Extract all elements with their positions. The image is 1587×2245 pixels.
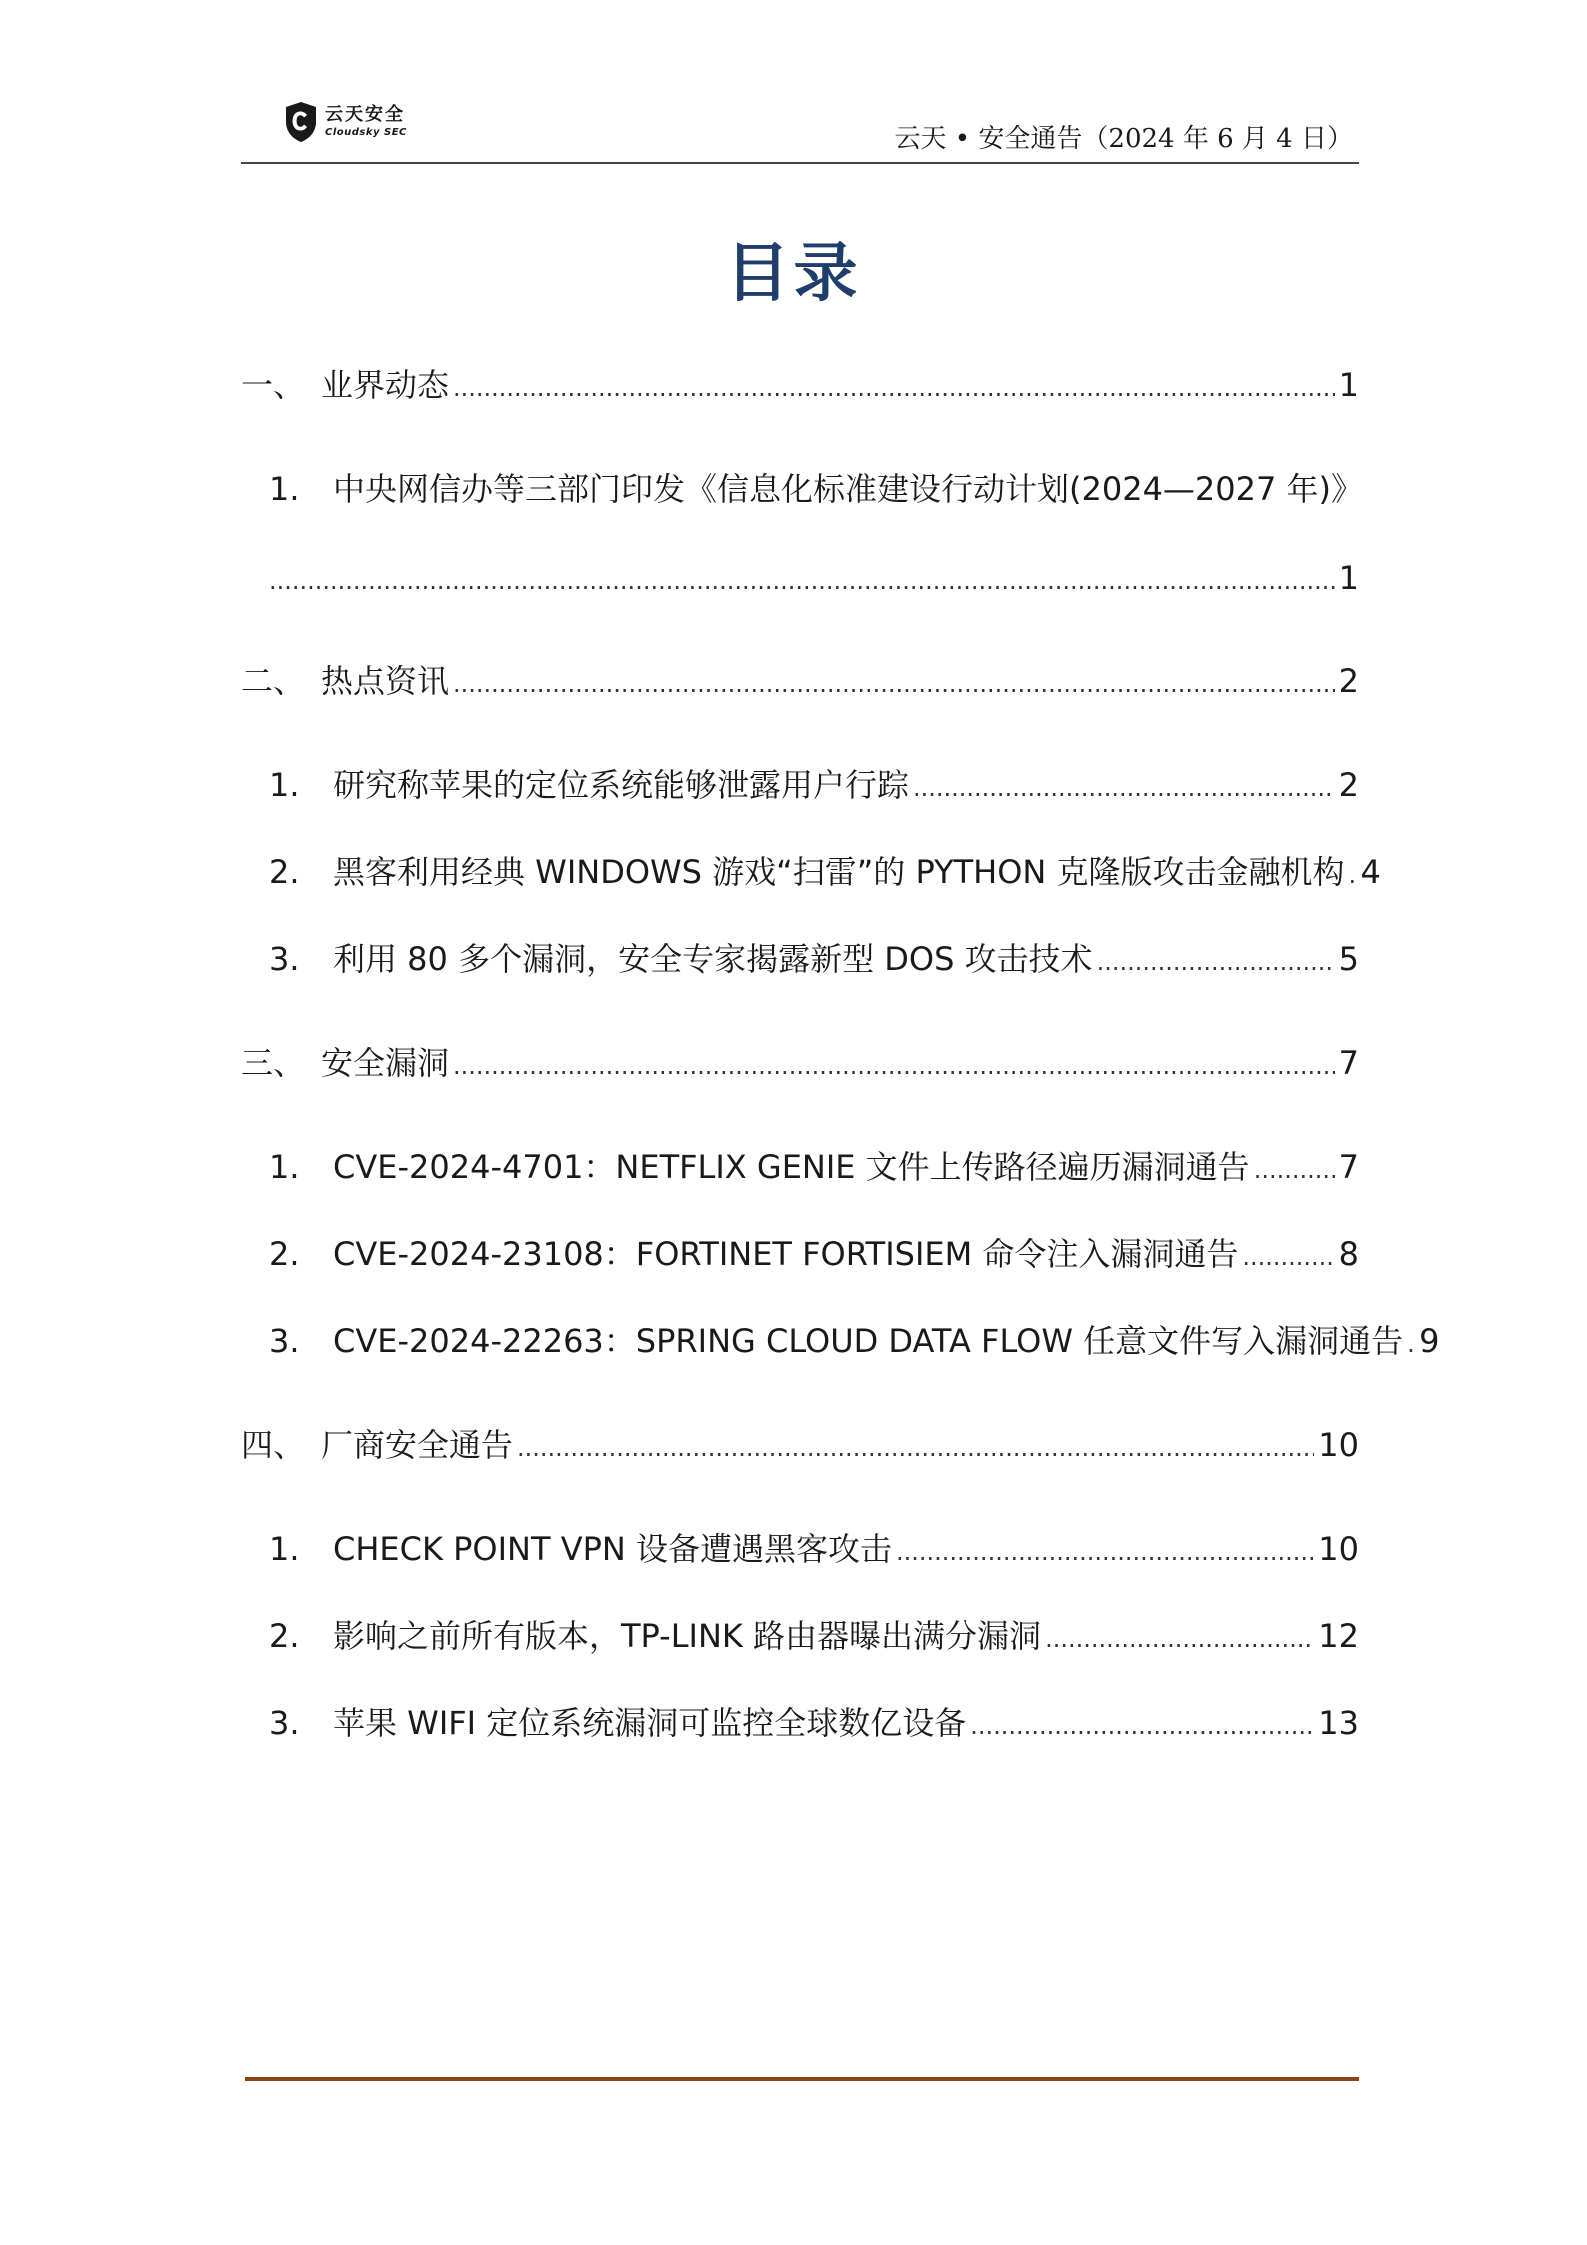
toc-entry-title: 黑客利用经典 WINDOWS 游戏“扫雷”的 PYTHON 克隆版攻击金融机构 [333, 853, 1345, 891]
toc-entry-title: CVE-2024-22263：SPRING CLOUD DATA FLOW 任意文件写入漏洞通告 [333, 1322, 1404, 1360]
toc-entry-number: 二、 [241, 662, 306, 700]
toc-entry-2-2[interactable] [241, 852, 1381, 895]
toc-entry-number: 3. [269, 940, 300, 978]
toc-entry-number: 2. [269, 853, 300, 891]
toc-entry-number: 3. [269, 1322, 300, 1360]
toc-entry-title: 中央网信办等三部门印发《信息化标准建设行动计划(2024—2027 年)》 [333, 470, 1364, 508]
toc-entry-number: 1. [269, 470, 300, 508]
toc-entry-page: 1 [1338, 559, 1359, 597]
toc-dot-leader [970, 1706, 1314, 1746]
company-logo [283, 98, 407, 146]
toc-entry-page: 7 [1338, 1148, 1359, 1186]
toc-entry-2-1[interactable] [241, 765, 1359, 808]
toc-entry-title: CHECK POINT VPN 设备遭遇黑客攻击 [333, 1530, 893, 1568]
toc-dot-leader [1097, 942, 1335, 982]
toc-entry-number: 1. [269, 1148, 300, 1186]
toc-entry-section-4[interactable] [241, 1425, 1359, 1468]
header-divider [241, 162, 1359, 164]
toc-entry-page: 12 [1318, 1617, 1359, 1655]
toc-entry-title: 热点资讯 [321, 662, 450, 700]
toc-entry-title: 影响之前所有版本，TP-LINK 路由器曝出满分漏洞 [333, 1617, 1042, 1655]
footer-divider [245, 2077, 1359, 2081]
toc-dot-leader [896, 1532, 1314, 1572]
toc-dot-leader [1242, 1237, 1334, 1277]
toc-dot-leader [453, 664, 1335, 704]
toc-entry-title: CVE-2024-23108：FORTINET FORTISIEM 命令注入漏洞通告 [333, 1235, 1239, 1273]
toc-title: 目录 [725, 237, 862, 311]
toc-entry-title: CVE-2024-4701：NETFLIX GENIE 文件上传路径遍历漏洞通告 [333, 1148, 1250, 1186]
logo-chinese-name: 云天安全 [325, 104, 405, 125]
toc-entry-number: 1. [269, 1530, 300, 1568]
toc-entry-page: 10 [1318, 1426, 1359, 1464]
toc-entry-page: 1 [1338, 366, 1359, 404]
toc-entry-3-2[interactable] [241, 1234, 1359, 1277]
toc-entry-section-1[interactable] [241, 365, 1359, 408]
toc-dot-leader [1254, 1150, 1335, 1190]
toc-dot-leader [269, 561, 1335, 601]
toc-entry-4-1[interactable] [241, 1529, 1359, 1572]
toc-entry-title: 利用 80 多个漏洞，安全专家揭露新型 DOS 攻击技术 [333, 940, 1093, 978]
toc-dot-leader [1407, 1324, 1415, 1364]
toc-entry-number: 1. [269, 766, 300, 804]
toc-entry-section-2[interactable] [241, 661, 1359, 704]
header-title: 云天 • 安全通告（2024 年 6 月 4 日） [894, 124, 1353, 154]
toc-entry-4-2[interactable] [241, 1616, 1359, 1659]
shield-logo-icon [283, 100, 319, 144]
toc-entry-page: 9 [1419, 1322, 1440, 1360]
toc-entry-section-3[interactable] [241, 1043, 1359, 1086]
toc-dot-leader [913, 768, 1335, 808]
toc-entry-number: 四、 [241, 1426, 306, 1464]
page-header [241, 92, 1359, 164]
toc-entry-3-1[interactable] [241, 1147, 1359, 1190]
toc-entry-1-1-leader-line [241, 558, 1359, 601]
toc-dot-leader [453, 1046, 1335, 1086]
toc-entry-title: 苹果 WIFI 定位系统漏洞可监控全球数亿设备 [333, 1704, 967, 1742]
toc-dot-leader [1045, 1619, 1314, 1659]
toc-dot-leader [517, 1428, 1314, 1468]
toc-entry-page: 13 [1318, 1704, 1359, 1742]
toc-entry-page: 8 [1338, 1235, 1359, 1273]
toc-entry-title: 研究称苹果的定位系统能够泄露用户行踪 [333, 766, 910, 804]
toc-dot-leader [453, 368, 1335, 408]
toc-entry-4-3[interactable] [241, 1703, 1359, 1746]
toc-entry-3-3[interactable] [241, 1321, 1440, 1364]
toc-entry-page: 4 [1360, 853, 1381, 891]
logo-english-name: Cloudsky SEC [325, 127, 407, 138]
toc-entry-page: 2 [1338, 662, 1359, 700]
toc-entry-number: 3. [269, 1704, 300, 1742]
toc-entry-number: 2. [269, 1617, 300, 1655]
toc-entry-number: 一、 [241, 366, 306, 404]
toc-entry-page: 5 [1338, 940, 1359, 978]
toc-entry-1-1-line [241, 469, 1364, 509]
toc-entry-page: 2 [1338, 766, 1359, 804]
toc-entry-title: 安全漏洞 [321, 1044, 450, 1082]
toc-entry-2-3[interactable] [241, 939, 1359, 982]
toc-entry-number: 2. [269, 1235, 300, 1273]
toc-entry-title: 厂商安全通告 [321, 1426, 514, 1464]
toc-dot-leader [1349, 855, 1357, 895]
toc-entry-title: 业界动态 [321, 366, 450, 404]
toc-entry-page: 10 [1318, 1530, 1359, 1568]
toc-entry-number: 三、 [241, 1044, 306, 1082]
toc-entry-page: 7 [1338, 1044, 1359, 1082]
